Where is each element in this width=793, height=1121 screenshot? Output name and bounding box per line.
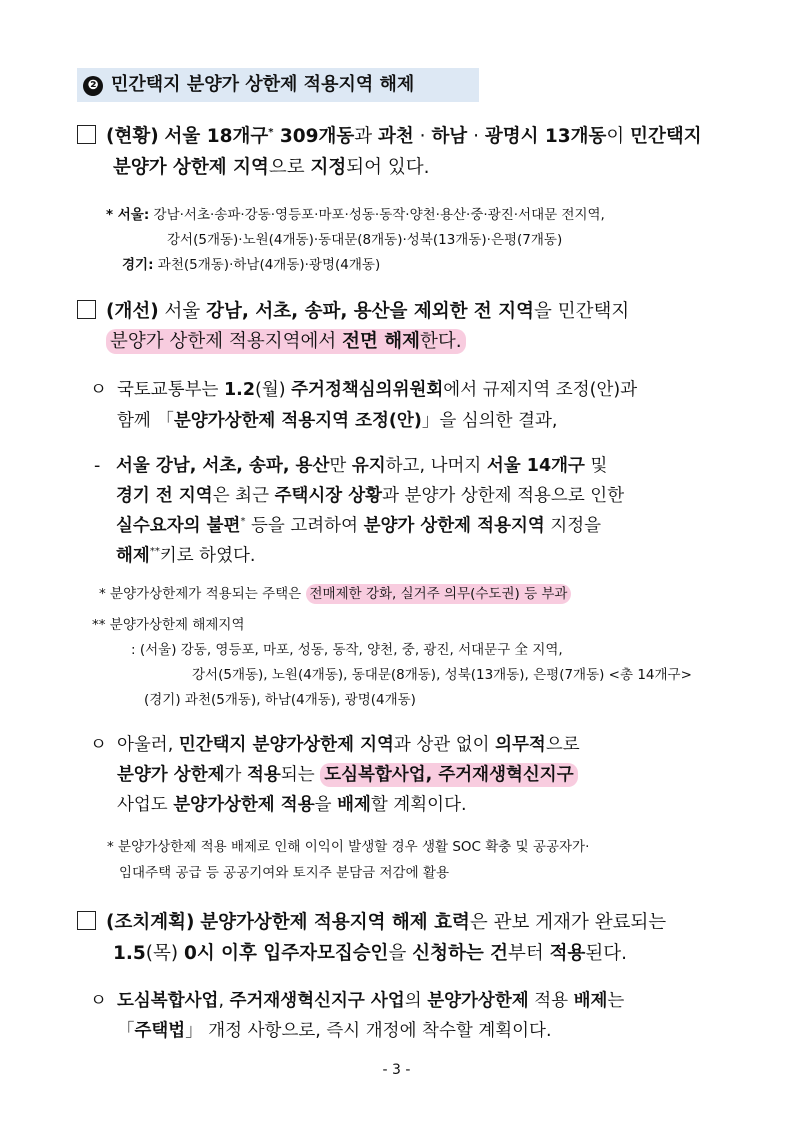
dash-line1: - 서울 강남, 서초, 송파, 용산만 유지하고, 나머지 서울 14개구 및 bbox=[94, 456, 608, 476]
bullet-review-line2: 함께 「분양가상한제 적용지역 조정(안)」을 심의한 결과, bbox=[117, 411, 558, 431]
checkbox-icon bbox=[77, 300, 96, 319]
note-current-seoul: * 서울: 강남·서초·송파·강동·영등포·마포·성동·동작·양천·용산·중·광진·서대문 전지역, bbox=[106, 207, 605, 223]
note-current-gyeonggi: 경기: 과천(5개동)·하남(4개동)·광명(4개동) bbox=[122, 257, 381, 273]
bullet-housing-act-line2: 「주택법」 개정 사항으로, 즉시 개정에 착수할 계획이다. bbox=[117, 1021, 552, 1041]
note-released-heading: ** 분양가상한제 해제지역 bbox=[92, 617, 245, 633]
bullet-exclusion-line3: 사업도 분양가상한제 적용을 배제할 계획이다. bbox=[117, 795, 467, 815]
note-released-seoul: : (서울) 강동, 영등포, 마포, 성동, 동작, 양천, 중, 광진, 서대문구 全 지역, bbox=[131, 642, 563, 658]
highlight: 전매제한 강화, 실거주 의무(수도권) 등 부과 bbox=[306, 584, 572, 604]
para-plan-line2: 1.5(목) 0시 이후 입주자모집승인을 신청하는 건부터 적용된다. bbox=[113, 943, 627, 964]
checkbox-icon bbox=[77, 911, 96, 930]
note-resale: * 분양가상한제가 적용되는 주택은 전매제한 강화, 실거주 의무(수도권) 등 부과 bbox=[99, 582, 571, 602]
para-current-line2: 분양가 상한제 지역으로 지정되어 있다. bbox=[113, 157, 430, 178]
note-soc-line1: * 분양가상한제 적용 배제로 인해 이익이 발생할 경우 생활 SOC 확충 및 공공자가· bbox=[107, 839, 590, 855]
checkbox-icon bbox=[77, 125, 96, 144]
note-current-seoul-2: 강서(5개동)·노원(4개동)·동대문(8개동)·성북(13개동)·은평(7개동) bbox=[167, 232, 563, 248]
page-number: - 3 - bbox=[382, 1062, 411, 1078]
bullet-exclusion-line1: ㅇ 아울러, 민간택지 분양가상한제 지역과 상관 없이 의무적으로 bbox=[90, 735, 580, 755]
note-released-seoul-2: 강서(5개동), 노원(4개동), 동대문(8개동), 성북(13개동), 은평(7개동) <총 14개구> bbox=[192, 667, 692, 683]
section-title bbox=[77, 68, 479, 102]
section-number: ❷ bbox=[83, 76, 103, 96]
para-plan-line1: (조치계획) 분양가상한제 적용지역 해제 효력은 관보 게재가 완료되는 bbox=[77, 908, 666, 934]
note-soc-line2: 임대주택 공급 등 공공기여와 토지주 분담금 저감에 활용 bbox=[119, 865, 449, 881]
highlight: 도심복합사업, 주거재생혁신지구 bbox=[320, 763, 577, 787]
dash-line2: 경기 전 지역은 최근 주택시장 상황과 분양가 상한제 적용으로 인한 bbox=[116, 486, 625, 506]
section-title-text: 민간택지 분양가 상한제 적용지역 해제 bbox=[111, 74, 415, 95]
highlight: 분양가 상한제 적용지역에서 전면 해제한다. bbox=[106, 329, 466, 354]
bullet-exclusion-line2: 분양가 상한제가 적용되는 도심복합사업, 주거재생혁신지구 bbox=[117, 761, 578, 786]
para-current-line1: (현황) 서울 18개구* 309개동과 과천 · 하남 · 광명시 13개동이 민간택지 bbox=[77, 122, 702, 148]
dash-line4: 해제**키로 하였다. bbox=[116, 546, 256, 566]
bullet-review-line1: ㅇ 국토교통부는 1.2(월) 주거정책심의위원회에서 규제지역 조정(안)과 bbox=[90, 380, 638, 400]
note-released-gyeonggi: (경기) 과천(5개동), 하남(4개동), 광명(4개동) bbox=[144, 692, 416, 708]
para-improvement-line2 bbox=[106, 327, 466, 353]
bullet-housing-act-line1: ㅇ 도심복합사업, 주거재생혁신지구 사업의 분양가상한제 적용 배제는 bbox=[90, 991, 625, 1011]
para-improvement-line1: (개선) 서울 강남, 서초, 송파, 용산을 제외한 전 지역을 민간택지 bbox=[77, 297, 629, 323]
dash-line3: 실수요자의 불편* 등을 고려하여 분양가 상한제 적용지역 지정을 bbox=[116, 516, 602, 536]
